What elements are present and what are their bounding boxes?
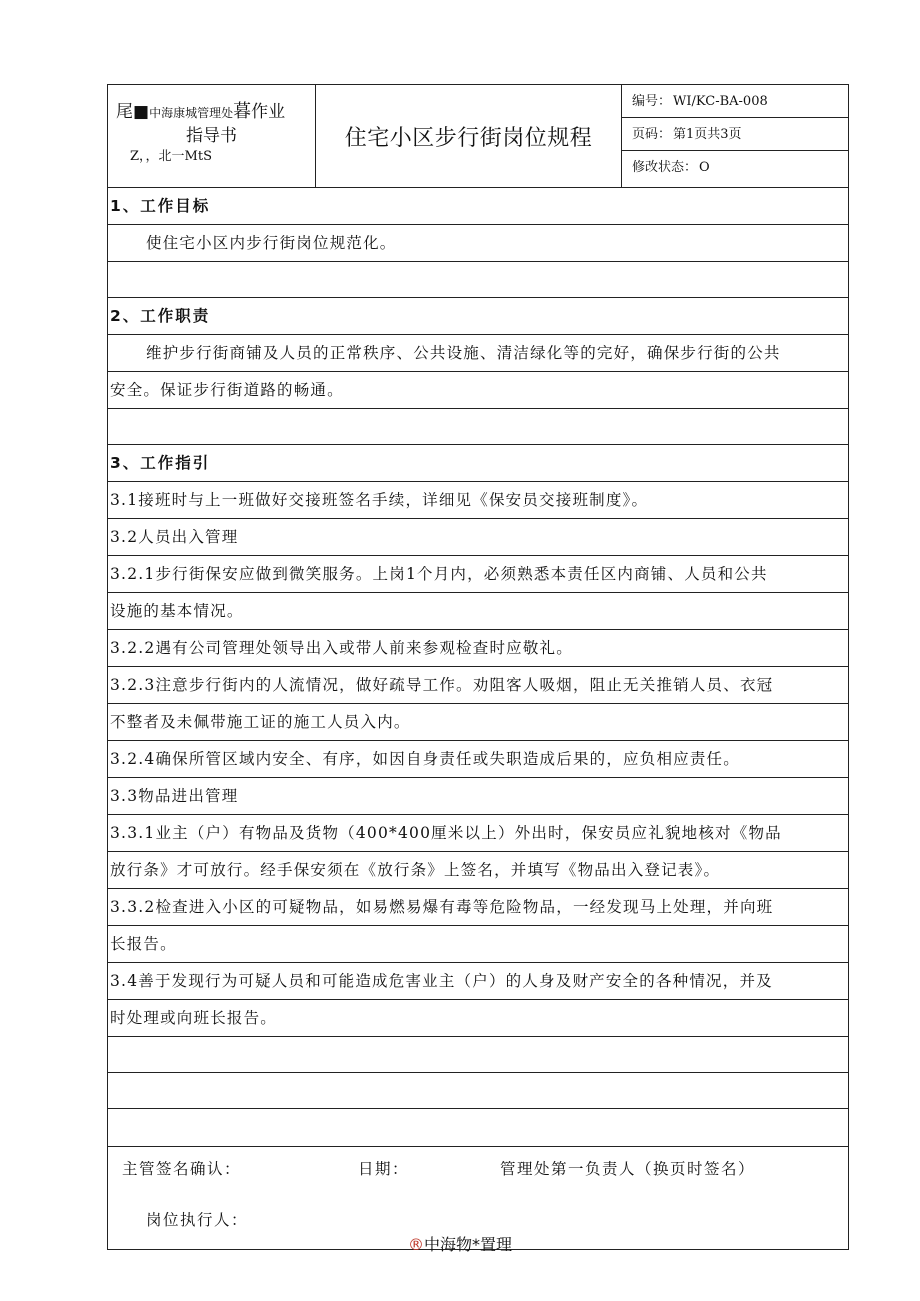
doc-number-label: 编号： [632, 94, 672, 109]
revision-value: O [699, 160, 710, 175]
doc-type: 作业 [251, 102, 286, 122]
item-3-2-3-line-2: 不整者及未佩带施工证的施工人员入内。 [108, 704, 848, 741]
doc-number-value: WI/KC-BA-008 [673, 94, 768, 109]
document-header [107, 84, 849, 188]
section-2-text-line-1: 维护步行街商铺及人员的正常秩序、公共设施、清洁绿化等的完好，确保步行街的公共 [108, 335, 848, 372]
revision-row [622, 151, 848, 185]
signature-row [108, 1147, 848, 1191]
registered-mark-icon: ® [407, 1235, 424, 1254]
supervisor-signature-label: 主管签名确认： [122, 1160, 242, 1178]
guide-label: 指导书 [186, 126, 237, 146]
item-3-1: 3.1接班时与上一班做好交接班签名手续，详细见《保安员交接班制度》。 [108, 482, 848, 519]
logo-mark: 暮 [233, 101, 252, 122]
header-title-cell [316, 85, 622, 187]
document-page [107, 84, 849, 1250]
page-number-row [622, 118, 848, 151]
blank-row [108, 1109, 848, 1147]
blank-row [108, 1037, 848, 1073]
item-3-2-1-line-2: 设施的基本情况。 [108, 593, 848, 630]
date-label: 日期： [358, 1160, 410, 1178]
item-3-2: 3.2人员出入管理 [108, 519, 848, 556]
blank-row [108, 262, 848, 298]
section-1-heading: 1、工作目标 [108, 188, 848, 225]
page-number-label: 页码： [632, 127, 672, 142]
item-3-4-line-2: 时处理或向班长报告。 [108, 1000, 848, 1037]
item-3-2-2: 3.2.2遇有公司管理处领导出入或带人前来参观检查时应敬礼。 [108, 630, 848, 667]
item-3-4-line-1: 3.4善于发现行为可疑人员和可能造成危害业主（户）的人身及财产安全的各种情况，并及 [108, 963, 848, 1000]
header-meta-cell [622, 85, 848, 187]
revision-label: 修改状态： [632, 160, 698, 175]
section-2-heading: 2、工作职责 [108, 298, 848, 335]
manager-signature-label: 管理处第一负责人（换页时签名） [500, 1160, 756, 1178]
footer-company-name: 中海物*置理 [423, 1235, 512, 1254]
blank-row [108, 1073, 848, 1109]
logo-prefix: 尾■ [116, 102, 150, 122]
item-3-2-4: 3.2.4确保所管区域内安全、有序，如因自身责任或失职造成后果的，应负相应责任。 [108, 741, 848, 778]
doc-number-row [622, 85, 848, 118]
document-body [107, 188, 849, 1250]
document-title: 住宅小区步行街岗位规程 [344, 125, 593, 151]
item-3-3: 3.3物品进出管理 [108, 778, 848, 815]
item-3-3-1-line-1: 3.3.1业主（户）有物品及货物（400*400厘米以上）外出时，保安员应礼貌地核对《物品 [108, 815, 848, 852]
page-number-value: 第1页共3页 [673, 127, 742, 142]
executor-signature-label: 岗位执行人： [146, 1211, 249, 1229]
company-logo-line [116, 97, 285, 123]
section-2-text-line-2: 安全。保证步行街道路的畅通。 [108, 372, 848, 409]
item-3-2-3-line-1: 3.2.3注意步行街内的人流情况，做好疏导工作。劝阻客人吸烟，阻止无关推销人员、衣冠 [108, 667, 848, 704]
section-1-text: 使住宅小区内步行街岗位规范化。 [108, 225, 848, 262]
footer-logo [0, 1232, 920, 1255]
header-code-line: Z，，北一MtS [130, 149, 212, 164]
item-3-3-1-line-2: 放行条》才可放行。经手保安须在《放行条》上签名，并填写《物品出入登记表》。 [108, 852, 848, 889]
blank-row [108, 409, 848, 445]
section-3-heading: 3、工作指引 [108, 445, 848, 482]
company-name: 中海康城管理处 [149, 106, 234, 120]
item-3-3-2-line-2: 长报告。 [108, 926, 848, 963]
header-logo-cell [108, 85, 316, 187]
item-3-3-2-line-1: 3.3.2检查进入小区的可疑物品，如易燃易爆有毒等危险物品，一经发现马上处理，并向班 [108, 889, 848, 926]
item-3-2-1-line-1: 3.2.1步行街保安应做到微笑服务。上岗1个月内，必须熟悉本责任区内商铺、人员和公共 [108, 556, 848, 593]
